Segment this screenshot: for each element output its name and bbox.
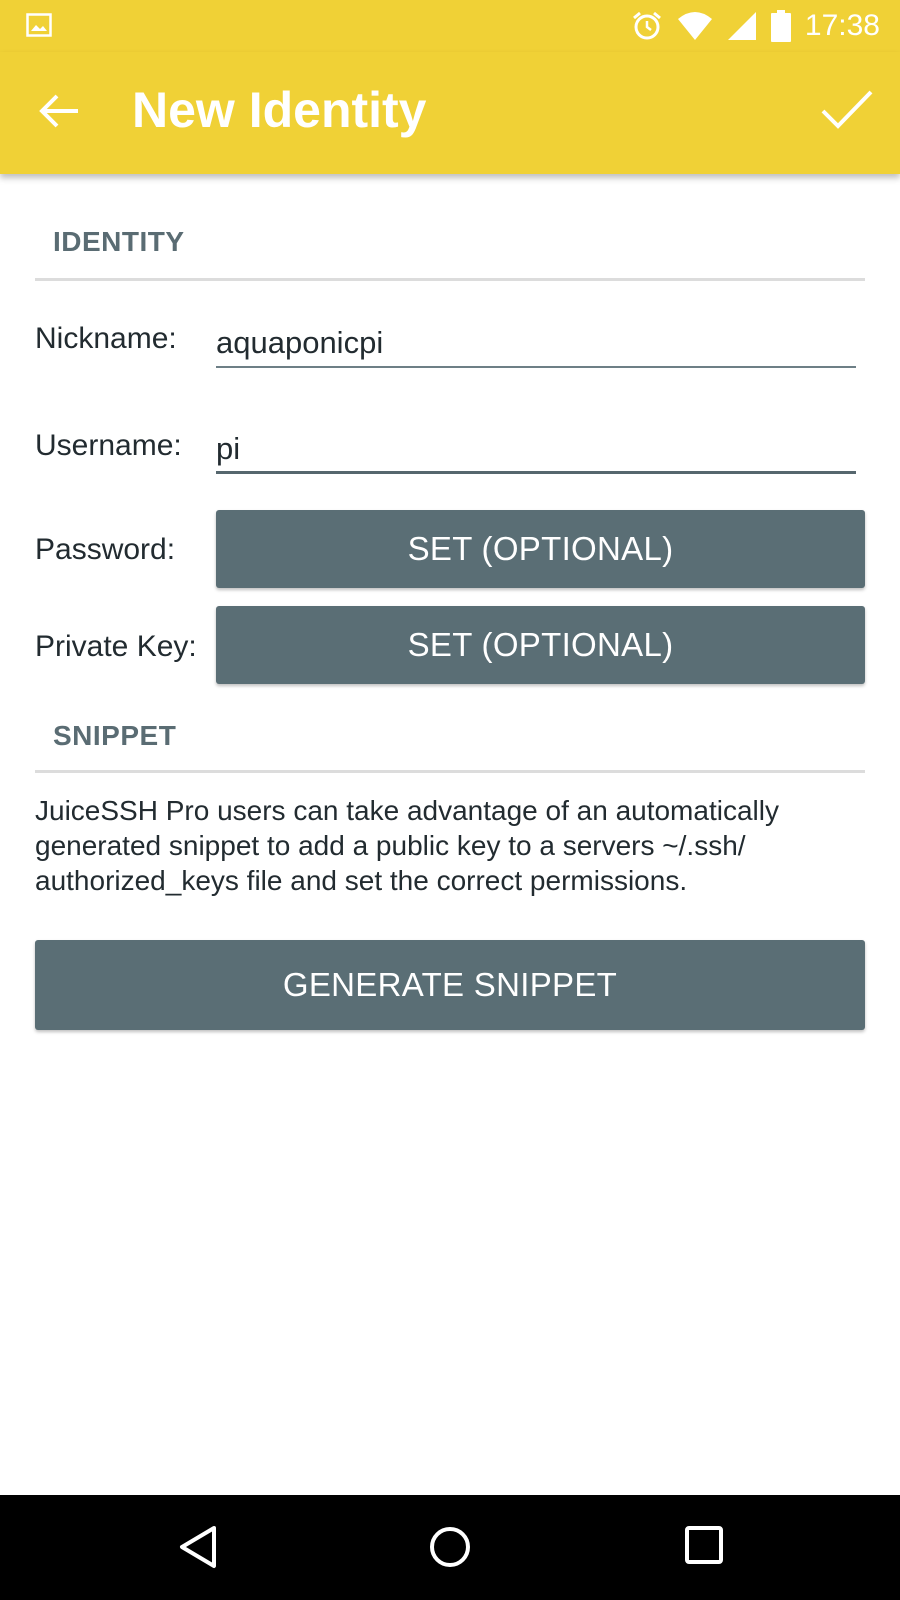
snippet-section-title: SNIPPET (53, 720, 177, 751)
identity-section-title: IDENTITY (53, 226, 185, 257)
snippet-section-header (35, 720, 865, 773)
nav-recents-icon[interactable] (684, 1525, 724, 1565)
set-password-button[interactable]: SET (OPTIONAL) (216, 510, 865, 588)
status-bar (0, 0, 900, 52)
password-label: Password: (35, 533, 176, 566)
signal-icon (727, 11, 757, 41)
generate-snippet-button[interactable]: GENERATE SNIPPET (35, 940, 865, 1030)
clock: 17:38 (804, 9, 880, 42)
page-title: New Identity (132, 82, 427, 138)
nickname-label: Nickname: (35, 322, 177, 355)
wifi-icon (677, 11, 713, 41)
back-arrow-icon[interactable] (38, 92, 80, 130)
image-notification-icon (26, 13, 52, 37)
battery-icon (771, 10, 791, 42)
nav-back-icon[interactable] (178, 1525, 218, 1569)
identity-section-header (35, 226, 865, 281)
nav-home-icon[interactable] (428, 1525, 472, 1569)
alarm-icon (631, 10, 663, 42)
private-key-label: Private Key: (35, 630, 197, 663)
set-private-key-button[interactable]: SET (OPTIONAL) (216, 606, 865, 684)
nickname-input[interactable]: aquaponicpi (216, 318, 856, 368)
save-check-icon[interactable] (820, 88, 874, 132)
username-label: Username: (35, 429, 182, 462)
username-input[interactable]: pi (216, 424, 856, 474)
system-nav-bar (0, 1495, 900, 1600)
snippet-description: JuiceSSH Pro users can take advantage of an automatically generated snippet to add a public key to a servers ~/.ssh/ authorized_keys file and set the correct permissions. (35, 795, 779, 896)
app-bar (0, 52, 900, 174)
